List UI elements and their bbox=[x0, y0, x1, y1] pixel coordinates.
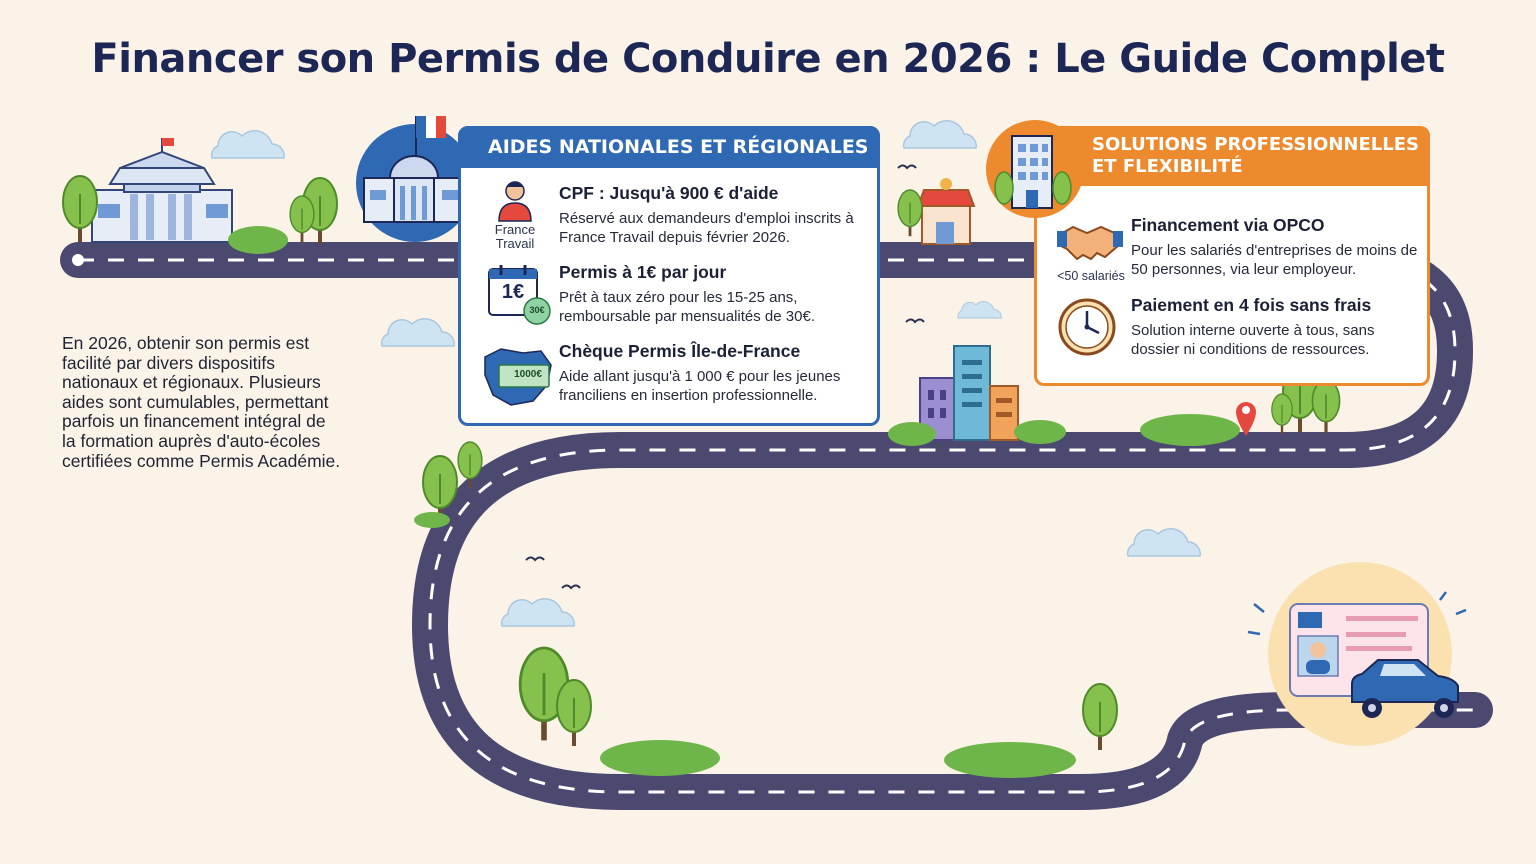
pro-item-opco bbox=[1131, 215, 1421, 279]
handshake-label: <50 salariés bbox=[1057, 269, 1125, 283]
cloud-icon bbox=[1128, 529, 1201, 556]
check-value: 1000€ bbox=[514, 369, 542, 380]
pro-item-payment bbox=[1131, 295, 1421, 359]
national-aids-heading: AIDES NATIONALES ET RÉGIONALES bbox=[458, 126, 880, 168]
pro-description: Pour les salariés d'entreprises de moins de 50 personnes, via leur employeur. bbox=[1131, 242, 1418, 278]
tree-icon bbox=[557, 680, 591, 746]
city-buildings-icon bbox=[920, 346, 1018, 440]
tree-icon bbox=[1272, 394, 1292, 434]
cloud-icon bbox=[382, 319, 455, 346]
france-travail-label: France Travail bbox=[494, 222, 536, 251]
france-travail-person-icon bbox=[497, 179, 533, 223]
office-building-icon bbox=[994, 130, 1074, 212]
bush-icon bbox=[944, 742, 1076, 778]
calendar-value: 1€ bbox=[501, 281, 525, 303]
bush-icon bbox=[228, 226, 288, 254]
clock-icon bbox=[1057, 297, 1117, 357]
professional-solutions-heading bbox=[1034, 126, 1430, 186]
page-title: Financer son Permis de Conduire en 2026 : Le Guide Complet bbox=[91, 36, 1445, 82]
driving-licence-icon bbox=[1268, 562, 1452, 746]
capitol-building-icon bbox=[356, 112, 474, 242]
bird-icon bbox=[898, 166, 916, 169]
bird-icon bbox=[906, 320, 924, 323]
bush-icon bbox=[600, 740, 720, 776]
pro-description: Solution interne ouverte à tous, sans dossier ni conditions de ressources. bbox=[1131, 322, 1375, 358]
bird-icon bbox=[562, 586, 580, 589]
bird-icon bbox=[526, 558, 544, 561]
cloud-icon bbox=[502, 599, 575, 626]
calendar-badge: 30€ bbox=[529, 305, 545, 315]
pro-title: Financement via OPCO bbox=[1131, 215, 1325, 235]
cloud-icon bbox=[958, 302, 1002, 318]
aid-title: Chèque Permis Île-de-France bbox=[559, 341, 801, 361]
shop-icon bbox=[918, 178, 974, 244]
bush-icon bbox=[1140, 414, 1240, 446]
cloud-icon bbox=[904, 121, 977, 148]
tree-icon bbox=[290, 196, 314, 242]
aid-title: CPF : Jusqu'à 900 € d'aide bbox=[559, 183, 779, 203]
heading-line-1: SOLUTIONS PROFESSIONNELLES bbox=[1092, 134, 1419, 155]
tree-icon bbox=[898, 190, 922, 236]
bush-icon bbox=[1014, 420, 1066, 444]
bush-icon bbox=[888, 422, 936, 446]
handshake-icon bbox=[1057, 221, 1123, 265]
aid-description: Réservé aux demandeurs d'emploi inscrits à France Travail depuis février 2026. bbox=[559, 210, 854, 246]
professional-solutions-panel bbox=[1034, 126, 1430, 386]
intro-text: En 2026, obtenir son permis est facilité par divers dispositifs nationaux et régionaux. Plusieurs aides sont cumulables, permettant parfois un financement intégral de la formation auprès d'auto-écoles certifiées comme Permis Académie. bbox=[62, 333, 341, 471]
aid-item-1-euro bbox=[559, 262, 869, 326]
tree-icon bbox=[1312, 380, 1339, 433]
tree-icon bbox=[1083, 684, 1117, 750]
cloud-icon bbox=[212, 131, 285, 158]
national-aids-panel bbox=[458, 126, 880, 426]
aid-description: Prêt à taux zéro pour les 15-25 ans, remboursable par mensualités de 30€. bbox=[559, 289, 815, 325]
aid-item-cheque-permis bbox=[559, 341, 869, 405]
heading-line-2: ET FLEXIBILITÉ bbox=[1092, 156, 1243, 177]
aid-item-cpf bbox=[559, 183, 869, 247]
aid-title: Permis à 1€ par jour bbox=[559, 262, 727, 282]
pro-title: Paiement en 4 fois sans frais bbox=[1131, 295, 1372, 315]
bush-icon bbox=[414, 512, 450, 528]
aid-description: Aide allant jusqu'à 1 000 € pour les jeunes franciliens en insertion professionnelle. bbox=[559, 368, 841, 404]
